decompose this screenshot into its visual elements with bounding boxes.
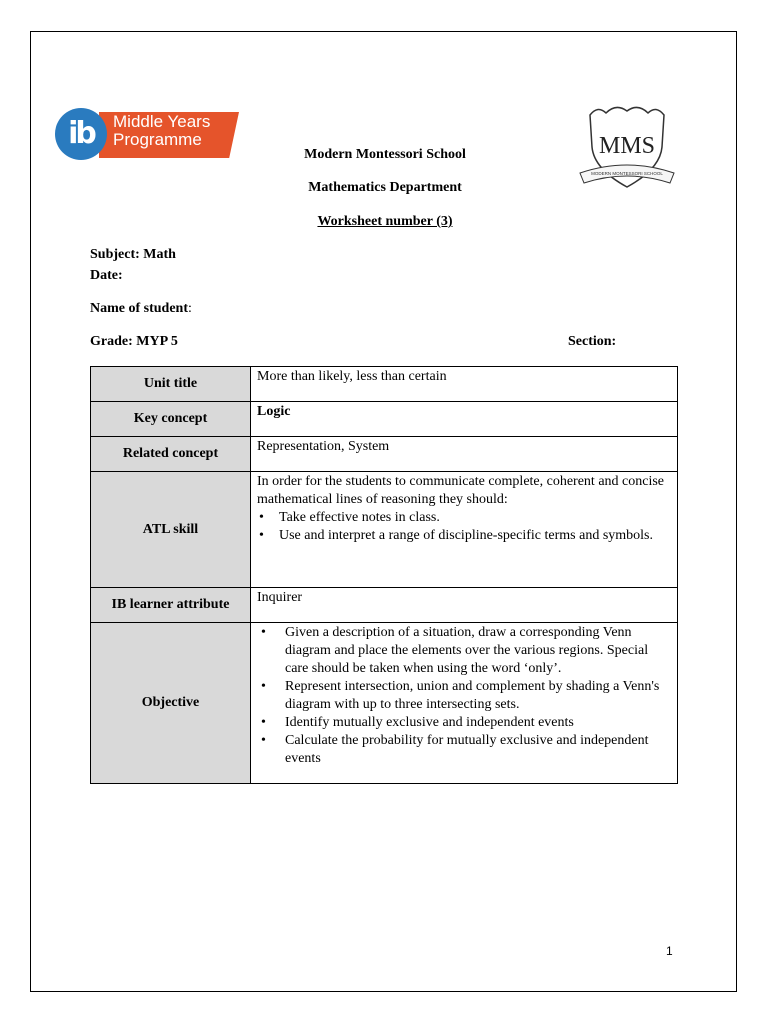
table-row: [91, 472, 678, 588]
student-name-colon: :: [188, 301, 192, 316]
learner-attribute-header: IB learner attribute: [91, 588, 251, 623]
table-row: [91, 623, 678, 784]
ib-logo-line1: Middle Years: [113, 112, 211, 131]
section-label: Section:: [568, 334, 617, 349]
unit-overview-table: [90, 366, 678, 784]
list-item: • Use and interpret a range of discipline-specific terms and symbols.: [257, 527, 671, 545]
related-concept-header: Related concept: [91, 437, 251, 472]
learner-attribute-value: Inquirer: [251, 588, 678, 623]
ib-logo-text: [113, 113, 210, 149]
ib-myp-logo: [55, 108, 241, 164]
table-row: [91, 402, 678, 437]
worksheet-title: Worksheet number (3): [317, 214, 453, 229]
mms-school-crest: [576, 103, 678, 195]
date-label: Date:: [90, 268, 123, 283]
list-item: • Represent intersection, union and complement by shading a Venn's diagram with up to three intersecting sets.: [257, 678, 671, 714]
atl-skill-header: ATL skill: [91, 472, 251, 588]
table-row: [91, 437, 678, 472]
list-item: • Identify mutually exclusive and independent events: [257, 714, 671, 732]
table-row: [91, 588, 678, 623]
list-item: • Take effective notes in class.: [257, 509, 671, 527]
student-name-text: Name of student: [90, 301, 188, 316]
unit-title-header: Unit title: [91, 367, 251, 402]
atl-skill-value: [251, 472, 678, 588]
subject-label: Subject: Math: [90, 247, 176, 262]
key-concept-header: Key concept: [91, 402, 251, 437]
list-item: • Given a description of a situation, draw a corresponding Venn diagram and place the elements over the various regions. Special care should be taken when using the word ‘only’.: [257, 624, 671, 678]
objective-list: [257, 624, 671, 768]
atl-list: [257, 509, 671, 545]
atl-intro: In order for the students to communicate complete, coherent and concise mathematical lines of reasoning they should:: [257, 474, 665, 507]
objective-value: [251, 623, 678, 784]
unit-title-value: More than likely, less than certain: [251, 367, 678, 402]
page-number: 1: [666, 944, 673, 958]
school-name: Modern Montessori School: [304, 147, 466, 162]
list-item: • Calculate the probability for mutually exclusive and independent events: [257, 732, 671, 768]
key-concept-value: Logic: [251, 402, 678, 437]
crest-letters: MMS: [598, 133, 656, 159]
student-name-label: [90, 301, 192, 317]
grade-label: Grade: MYP 5: [90, 334, 178, 349]
related-concept-value: Representation, System: [251, 437, 678, 472]
table-row: [91, 367, 678, 402]
department-name: Mathematics Department: [308, 180, 462, 195]
ib-logo-line2: Programme: [113, 130, 202, 149]
crest-banner-text: MODERN MONTESSORI SCHOOL: [591, 171, 663, 176]
ib-logo-letters: ib: [68, 116, 94, 151]
objective-header: Objective: [91, 623, 251, 784]
